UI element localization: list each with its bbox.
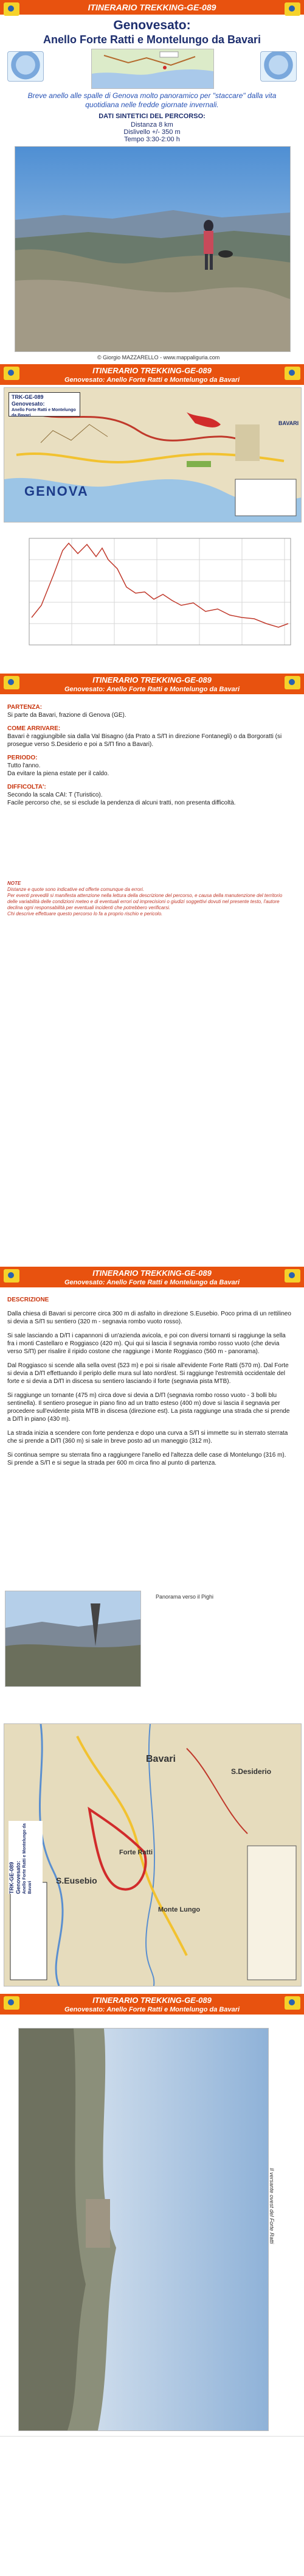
forte-ratti-photo xyxy=(18,2028,269,2431)
description-heading: DESCRIZIONE xyxy=(7,1297,49,1303)
section-bar xyxy=(0,1994,304,2015)
start-heading: PARTENZA: xyxy=(7,704,43,711)
bar-code: ITINERARIO TREKKING-GE-089 xyxy=(92,675,212,684)
note-text-2: Per eventi prevedili si manifesta attenzione nella lettura della descrizione del percorso, e causa della manutenzione del territorio delle variabilità delle condizioni meteo e di eventuali errori od imprecisioni o giudizi soggettivi dovuti nel presente testo, l'autore declina ogni responsabilità per eventuali incidenti che potrebbero verificarsi. xyxy=(7,893,283,910)
period-text-2: Da evitare la piena estate per il caldo. xyxy=(7,770,109,777)
route-description xyxy=(7,1296,293,1467)
map-box-line1: Genovesato: xyxy=(12,401,45,407)
start-text: Si parte da Bavari, frazione di Genova (GE). xyxy=(7,712,126,719)
difficulty-heading: DIFFICOLTA': xyxy=(7,784,46,790)
section-bar xyxy=(0,674,304,694)
map-place-label: Bavari xyxy=(146,1754,176,1764)
panorama-photo xyxy=(15,146,291,352)
logo-icon xyxy=(285,367,300,380)
elevation-profile xyxy=(11,526,294,654)
arrive-heading: COME ARRIVARE: xyxy=(7,725,61,732)
bar-subtitle: Genovesato: Anello Forte Ratti e Montelungo da Bavari xyxy=(64,1279,240,1286)
summary-time: Tempo 3:30-2:00 h xyxy=(124,136,180,143)
map-place-label: S.Eusebio xyxy=(56,1876,97,1885)
map-box-line2: Anello Forte Ratti e Montelungo da Bavari xyxy=(12,408,76,418)
page-title-line2: Anello Forte Ratti e Montelungo da Bavari xyxy=(43,33,261,46)
bar-code: ITINERARIO TREKKING-GE-089 xyxy=(92,366,212,375)
photo-credit: © Giorgio MAZZARELLO - www.mappaliguria.com xyxy=(97,354,220,361)
detail-map-box-line1: Genovesato: xyxy=(15,1860,21,1894)
access-info xyxy=(7,698,293,807)
period-text-1: Tutto l'anno. xyxy=(7,762,41,769)
map-legend-box xyxy=(9,392,80,417)
logo-icon xyxy=(4,2,19,16)
section-bar xyxy=(0,364,304,385)
summary-distance: Distanza 8 km xyxy=(131,121,173,128)
note-heading: NOTE xyxy=(7,881,21,886)
map-place-label: Forte Ratti xyxy=(119,1849,153,1856)
description-p6: Si continua sempre su sterrata fino a raggiungere l'anello ed l'altezza delle case di Montelungo (316 m). Si prende a S/Π e si segue la strada per 600 m circa fino al punto di partenza. xyxy=(7,1452,286,1466)
map-place-label: S.Desiderio xyxy=(231,1767,272,1776)
description-p1: Dalla chiesa di Bavari si percorre circa 300 m di asfalto in direzione S.Eusebio. Poco prima di un rettilineo si devia a S/Π su sentiero (320 m - segnavia rombo vuoto rosso). xyxy=(7,1311,291,1325)
bar-subtitle: Genovesato: Anello Forte Ratti e Montelungo da Bavari xyxy=(64,376,240,384)
logo-icon xyxy=(4,1996,19,2010)
summary-elevation: Dislivello +/- 350 m xyxy=(123,128,181,136)
period-heading: PERIODO: xyxy=(7,755,38,761)
bar-code: ITINERARIO TREKKING-GE-089 xyxy=(92,1269,212,1278)
detail-map-box-code: TRK-GE-089 xyxy=(9,1862,15,1894)
header-bar xyxy=(0,0,304,15)
logo-icon xyxy=(285,676,300,689)
difficulty-text-1: Secondo la scala CAI: T (Turistico). xyxy=(7,792,103,798)
emblem-left-icon xyxy=(7,51,44,82)
map-box-code: TRK-GE-089 xyxy=(12,394,44,400)
detail-map-box-line2: Anello Forte Ratti e Montelungo da Bavari xyxy=(22,1823,32,1894)
summary-heading: DATI SINTETICI DEL PERCORSO: xyxy=(98,113,206,120)
page-divider xyxy=(0,2436,304,2437)
logo-icon xyxy=(4,367,19,380)
logo-icon xyxy=(285,1996,300,2010)
header-code: ITINERARIO TREKKING-GE-089 xyxy=(88,2,216,12)
logo-icon xyxy=(4,1269,19,1283)
arrive-text: Bavari è raggiungibile sia dalla Val Bisagno (da Prato a S/Π in direzione Fontanegli) o da Borgoratti (si prosegue verso S.Desiderio e poi a S/Π fino a Bavari). xyxy=(7,733,282,748)
detail-map-box xyxy=(9,1821,43,1894)
section-bar xyxy=(0,1267,304,1287)
description-p5: La strada inizia a scendere con forte pendenza e dopo una curva a S/Π si immette su in sterrato sterrata che si prende a D/Π (360 m) si sale in breve posto ad un maneggio (312 m). xyxy=(7,1430,288,1445)
map-place-label: Monte Lungo xyxy=(158,1906,201,1913)
logo-icon xyxy=(285,2,300,16)
logo-icon xyxy=(4,676,19,689)
intro-subtitle: Breve anello alle spalle di Genova molto panoramico per "staccare" dalla vita quotidiana nelle fredde giornate invernali. xyxy=(27,91,277,109)
logo-icon xyxy=(285,1269,300,1283)
photo-caption: Panorama verso il Pighi xyxy=(156,1594,214,1600)
photo-caption: Il versante ovest del Forte Ratti xyxy=(269,2168,275,2244)
disclaimer-note xyxy=(7,881,293,917)
note-text-3: Chi descrive effettuare questo percorso lo fa a proprio rischio e pericolo. xyxy=(7,911,163,917)
description-p4: Si raggiunge un tornante (475 m) circa dove si devia a D/Π (segnavia rombo rosso vuoto - 3 bolli blu sentinella). Il sentiero prosegue in piano fino ad un tratto esteso (400 m) dove si lascia il segnavia per procedere sull'evidente pista MTB in discesa (direzione est). La pista raggiunge una strada che si prende a D/Π in piano (430 m). xyxy=(7,1392,290,1423)
description-p2: Si sale lasciando a D/Π i capannoni di un'azienda avicola, e poi con diversi tornanti si raggiunge la sella fra i monti Castellaro e Roggiasco (420 m). Qui qui si lascia il segnavia rombo rosso vuoto (che devia verso S/Π) per risalire il ripido costone che raggiunge i Monte Roggiasco (560 m - panorama). xyxy=(7,1332,286,1355)
bar-code: ITINERARIO TREKKING-GE-089 xyxy=(92,1996,212,2005)
region-map xyxy=(91,49,214,89)
bar-subtitle: Genovesato: Anello Forte Ratti e Montelungo da Bavari xyxy=(64,2006,240,2013)
emblem-right-icon xyxy=(260,51,297,82)
note-text-1: Distanze e quote sono indicative ed offerte comunque da errori. xyxy=(7,887,145,892)
bar-subtitle: Genovesato: Anello Forte Ratti e Montelungo da Bavari xyxy=(64,686,240,693)
map-place-label: BAVARI xyxy=(278,420,299,426)
difficulty-text-2: Facile percorso che, se si esclude la pendenza di alcuni tratti, non presenta difficoltà. xyxy=(7,800,236,806)
map-city-label: GENOVA xyxy=(24,484,89,499)
page-title-line1: Genovesato: xyxy=(113,18,191,32)
description-p3: Dal Roggiasco si scende alla sella ovest (523 m) e poi si risale all'evidente Forte Ratti (570 m). Dal Forte si devia a D/Π effettuando il periplo delle mura sul lato nord/est. Si raggiunge l'estremità occidentale del forte e si devia a D/Π in discesa su sentiero lasciando il forte (segnavia pista MTB). xyxy=(7,1362,289,1385)
pighi-photo xyxy=(5,1591,141,1687)
